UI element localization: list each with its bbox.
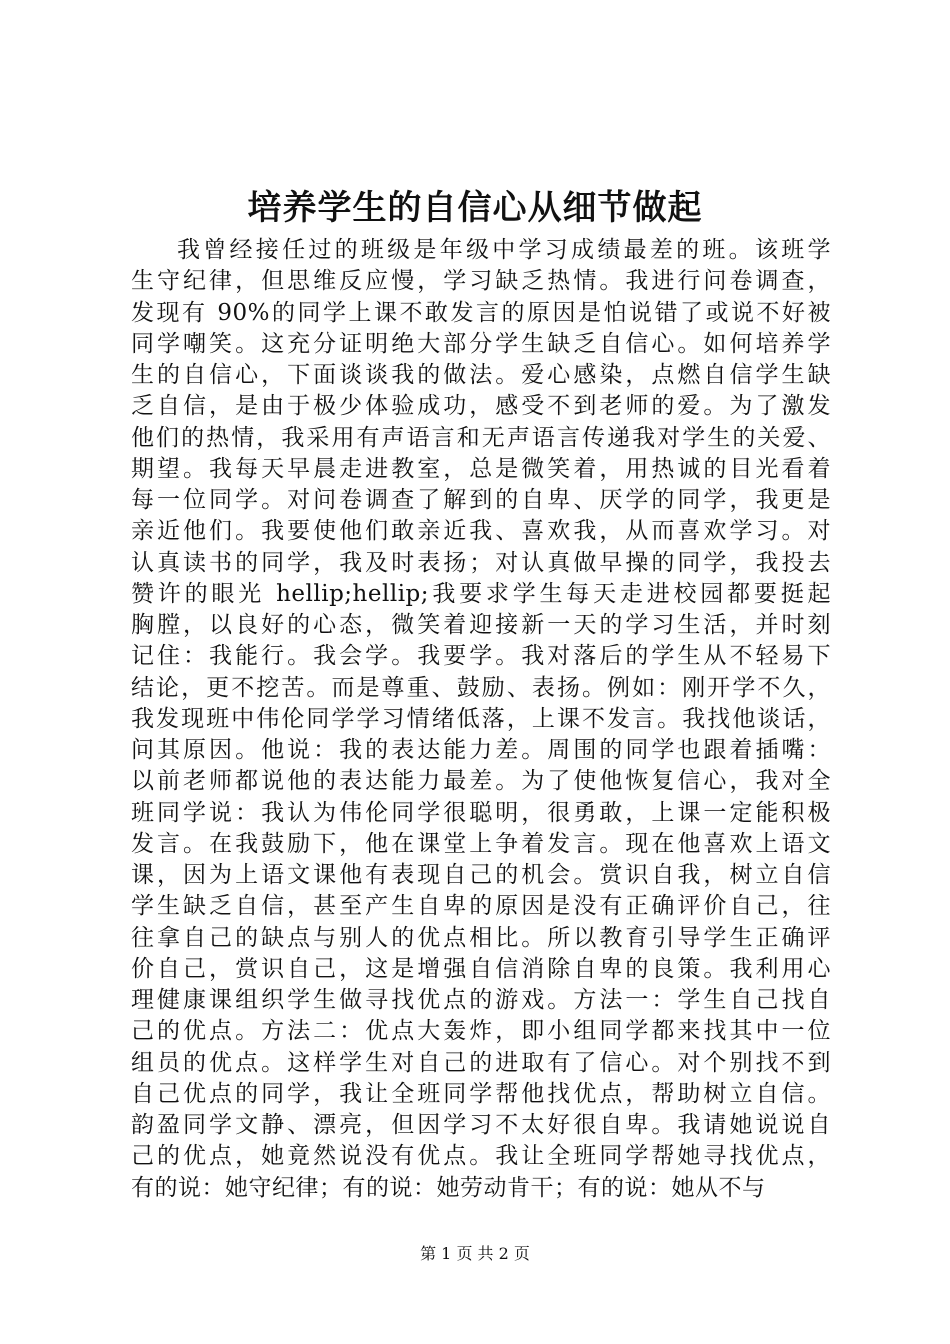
paragraph-line: 理健康课组织学生做寻找优点的游戏。方法一：学生自己找自 — [131, 987, 831, 1013]
page-title: 培养学生的自信心从细节做起 — [247, 188, 703, 228]
paragraph-line: 己的优点，她竟然说没有优点。我让全班同学帮她寻找优点， — [131, 1143, 831, 1170]
paragraph-line: 往拿自己的缺点与别人的优点相比。所以教育引导学生正确评 — [131, 924, 831, 951]
paragraph-line: 记住：我能行。我会学。我要学。我对落后的学生从不轻易下 — [131, 643, 831, 670]
paragraph-line: 学生缺乏自信，甚至产生自卑的原因是没有正确评价自己，往 — [131, 893, 831, 920]
paragraph-line: 他们的热情，我采用有声语言和无声语言传递我对学生的关爱、 — [131, 424, 831, 451]
paragraph-line: 韵盈同学文静、漂亮，但因学习不太好很自卑。我请她说说自 — [131, 1112, 831, 1138]
paragraph-line: 赞许的眼光 hellip;hellip;我要求学生每天走进校园都要挺起 — [131, 580, 831, 607]
paragraph-line: 我曾经接任过的班级是年级中学习成绩最差的班。该班学 — [177, 237, 831, 263]
paragraph-line: 发言。在我鼓励下，他在课堂上争着发言。现在他喜欢上语文 — [131, 830, 831, 857]
paragraph-line: 结论，更不挖苦。而是尊重、鼓励、表扬。例如：刚开学不久， — [131, 674, 831, 701]
paragraph-line: 问其原因。他说：我的表达能力差。周围的同学也跟着插嘴： — [131, 737, 831, 763]
paragraph-line: 生守纪律，但思维反应慢，学习缺乏热情。我进行问卷调查， — [131, 268, 831, 295]
paragraph-line: 胸膛，以良好的心态，微笑着迎接新一天的学习生活，并时刻 — [131, 612, 831, 638]
paragraph-line: 我发现班中伟伦同学学习情绪低落，上课不发言。我找他谈话， — [131, 705, 831, 732]
paragraph-line: 认真读书的同学，我及时表扬；对认真做早操的同学，我投去 — [131, 549, 831, 576]
paragraph-line: 己的优点。方法二：优点大轰炸，即小组同学都来找其中一位 — [131, 1018, 831, 1045]
paragraph-line: 课，因为上语文课他有表现自己的机会。赏识自我，树立自信 — [131, 862, 831, 888]
paragraph-line: 同学嘲笑。这充分证明绝大部分学生缺乏自信心。如何培养学 — [131, 330, 831, 357]
paragraph-line: 有的说：她守纪律；有的说：她劳动肯干；有的说：她从不与 — [131, 1174, 766, 1201]
paragraph-line: 乏自信，是由于极少体验成功，感受不到老师的爱。为了激发 — [131, 393, 831, 420]
body-text — [131, 235, 831, 1204]
paragraph-line: 期望。我每天早晨走进教室，总是微笑着，用热诚的目光看着 — [131, 455, 831, 482]
paragraph-line: 发现有 90%的同学上课不敢发言的原因是怕说错了或说不好被 — [131, 299, 831, 326]
paragraph-line: 亲近他们。我要使他们敢亲近我、喜欢我，从而喜欢学习。对 — [131, 518, 831, 545]
paragraph-line: 生的自信心，下面谈谈我的做法。爱心感染，点燃自信学生缺 — [131, 362, 831, 388]
paragraph-line: 价自己，赏识自己，这是增强自信消除自卑的良策。我利用心 — [131, 955, 831, 982]
page-footer: 第 1 页 共 2 页 — [420, 1244, 530, 1263]
paragraph-line: 以前老师都说他的表达能力最差。为了使他恢复信心，我对全 — [131, 768, 831, 795]
paragraph-line: 班同学说：我认为伟伦同学很聪明，很勇敢，上课一定能积极 — [131, 799, 831, 826]
paragraph-line: 每一位同学。对问卷调查了解到的自卑、厌学的同学，我更是 — [131, 487, 831, 513]
paragraph-line: 自己优点的同学，我让全班同学帮他找优点，帮助树立自信。 — [131, 1080, 831, 1107]
paragraph-line: 组员的优点。这样学生对自己的进取有了信心。对个别找不到 — [131, 1049, 831, 1076]
